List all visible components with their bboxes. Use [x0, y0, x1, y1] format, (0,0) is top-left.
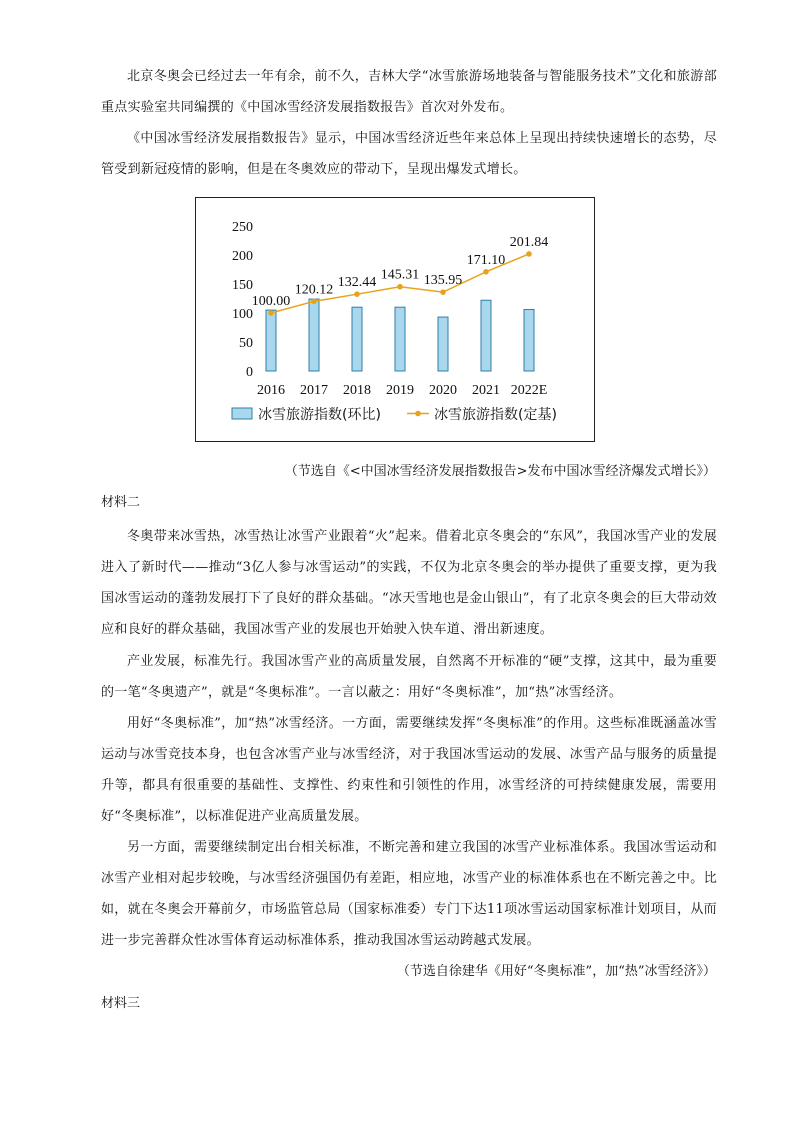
- bar-2022E: [524, 310, 534, 371]
- line-point-2017: [311, 299, 317, 305]
- y-tick-label: 200: [232, 249, 253, 264]
- x-tick-label: 2019: [386, 383, 414, 398]
- standards-paragraph: 产业发展，标准先行。我国冰雪产业的高质量发展，自然离不开标准的“硬”支撑，这其中，最为重要的一笔“冬奥遗产”，就是“冬奥标准”。一言以蔽之：用好“冬奥标准”，加“热”冰雪经济。: [101, 654, 717, 700]
- line-point-2020: [440, 289, 446, 295]
- data-label: 100.00: [251, 294, 291, 309]
- x-tick-label: 2017: [300, 383, 328, 398]
- bar-2021: [481, 300, 491, 371]
- y-tick-label: 0: [246, 365, 253, 380]
- line-point-2021: [483, 269, 489, 275]
- new-standards-paragraph: 另一方面，需要继续制定出台相关标准，不断完善和建立我国的冰雪产业标准体系。我国冰雪运动和冰雪产业相对起步较晚，与冰雪经济强国仍有差距，相应地，冰雪产业的标准体系也在不断完善之中。比如，就在冬奥会开幕前夕，市场监管总局（国家标准委）专门下达11项冰雪运动国家标准计划项目，从而进一步完善群众性冰雪体育运动标准体系，推动我国冰雪运动跨越式发展。: [101, 840, 717, 948]
- bar-2019: [395, 307, 405, 371]
- y-tick-label: 100: [232, 307, 253, 322]
- x-tick-label: 2016: [257, 383, 285, 398]
- line-point-2019: [397, 284, 403, 290]
- x-tick-label: 2018: [343, 383, 371, 398]
- material-two-label: 材料二: [101, 495, 141, 510]
- source-note-2: （节选自徐建华《用好“冬奥标准”，加“热”冰雪经济》）: [396, 964, 716, 979]
- bar-2016: [266, 310, 276, 371]
- x-tick-label: 2022E: [510, 383, 548, 398]
- x-tick-label: 2021: [472, 383, 500, 398]
- data-label: 132.44: [337, 275, 377, 291]
- y-tick-label: 50: [239, 336, 253, 351]
- data-label: 171.10: [466, 252, 506, 268]
- winter-olympics-paragraph: 冬奥带来冰雪热，冰雪热让冰雪产业跟着“火”起来。借着北京冬奥会的“东风”，我国冰雪产业的发展进入了新时代——推动“3亿人参与冰雪运动”的实践，不仅为北京冬奥会的举办提供了重要支撑，更为我国冰雪运动的蓬勃发展打下了良好的群众基础。“冰天雪地也是金山银山”，有了北京冬奥会的巨大带动效应和良好的群众基础，我国冰雪产业的发展也开始驶入快车道、滑出新速度。: [101, 529, 717, 637]
- legend-line-label: 冰雪旅游指数(定基): [434, 407, 557, 423]
- y-tick-label: 150: [232, 278, 253, 293]
- material-three-label: 材料三: [101, 996, 141, 1011]
- bar-2017: [309, 299, 319, 371]
- bar-2020: [438, 317, 448, 371]
- source-note-1: （节选自《<中国冰雪经济发展指数报告>发布中国冰雪经济爆发式增长》）: [284, 464, 716, 479]
- use-standards-paragraph: 用好“冬奥标准”，加“热”冰雪经济。一方面，需要继续发挥“冬奥标准”的作用。这些标准既涵盖冰雪运动与冰雪竞技本身，也包含冰雪产业与冰雪经济，对于我国冰雪运动的发展、冰雪产品与服务的质量提升等，都具有很重要的基础性、支撑性、约束性和引领性的作用，冰雪经济的可持续健康发展，需要用好“冬奥标准”，以标准促进产业高质量发展。: [101, 716, 717, 824]
- legend-bar-label: 冰雪旅游指数(环比): [258, 407, 381, 423]
- x-tick-label: 2020: [429, 383, 457, 398]
- y-tick-label: 250: [232, 220, 253, 235]
- bar-2018: [352, 307, 362, 371]
- line-point-2022E: [526, 251, 532, 257]
- data-label: 201.84: [509, 234, 549, 250]
- legend-line-marker: [415, 411, 421, 417]
- line-point-2018: [354, 291, 360, 297]
- ice-snow-tourism-index-chart: [196, 198, 596, 443]
- report-paragraph: 《中国冰雪经济发展指数报告》显示，中国冰雪经济近些年来总体上呈现出持续快速增长的态势，尽管受到新冠疫情的影响，但是在冬奥效应的带动下，呈现出爆发式增长。: [101, 131, 717, 177]
- legend-bar-swatch: [232, 408, 252, 419]
- data-label: 135.95: [423, 273, 463, 289]
- line-point-2016: [268, 310, 274, 316]
- data-label: 145.31: [380, 267, 420, 283]
- data-label: 120.12: [294, 282, 334, 298]
- intro-paragraph: 北京冬奥会已经过去一年有余，前不久，吉林大学“冰雪旅游场地装备与智能服务技术”文化和旅游部重点实验室共同编撰的《中国冰雪经济发展指数报告》首次对外发布。: [101, 69, 717, 115]
- chart-frame: [195, 197, 595, 442]
